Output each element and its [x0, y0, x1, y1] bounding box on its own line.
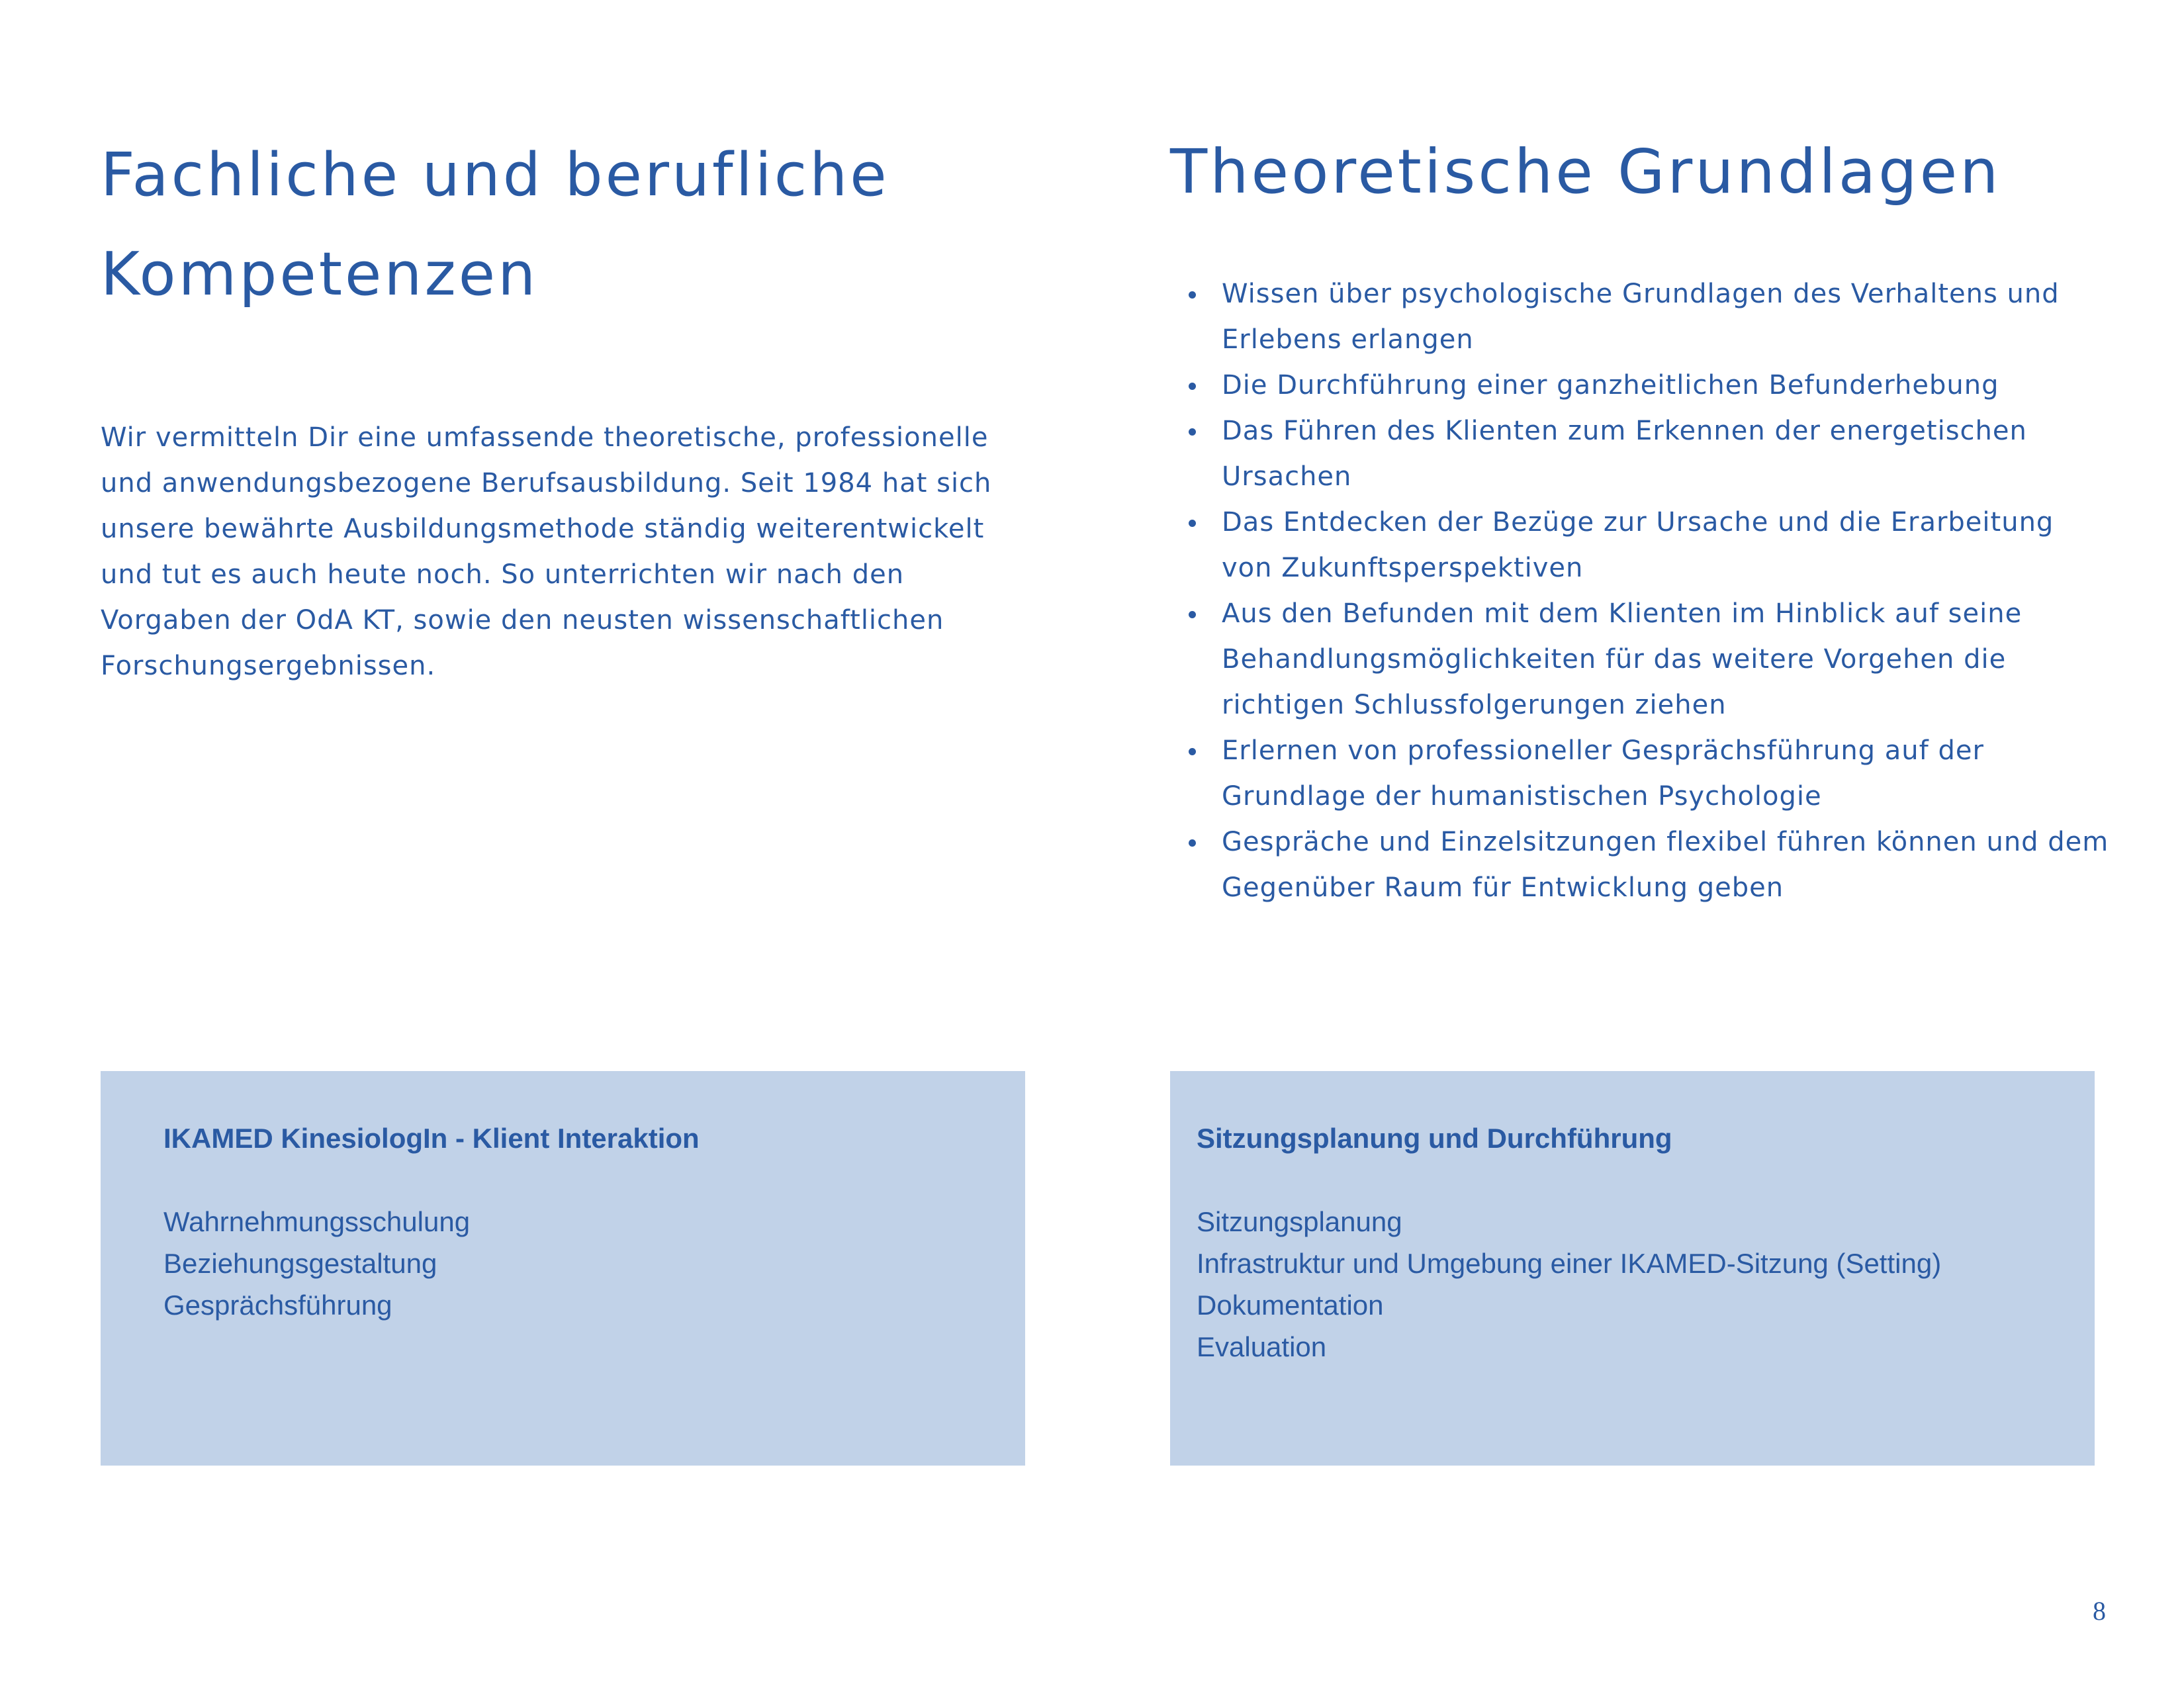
info-box-interaktion	[101, 1071, 1025, 1466]
bullet-item	[1170, 728, 2110, 820]
info-box-item: Wahrnehmungsschulung	[163, 1206, 471, 1237]
info-box-item: Beziehungsgestaltung	[163, 1248, 437, 1279]
bullet-item	[1170, 591, 2110, 728]
info-box-sitzungsplanung	[1170, 1071, 2095, 1466]
info-box-item: Evaluation	[1197, 1331, 1327, 1362]
page-number: 8	[2093, 1596, 2106, 1626]
section-heading-grundlagen: Theoretische Grundlagen	[1170, 136, 2001, 207]
grundlagen-bullet-list	[1170, 271, 2110, 911]
intro-paragraph: Wir vermitteln Dir eine umfassende theoretische, professionelle und anwendungsbezogene Berufsausbildung. Seit 1984 hat sich unsere bewährte Ausbildungsmethode ständig weiterentwickelt und tut es auch heute noch. So unterrichten wir nach den Vorgaben der OdA KT, sowie den neusten wissenschaftlichen Forschungsergebnissen.	[101, 422, 992, 681]
bullet-icon	[1189, 520, 1196, 527]
bullet-item	[1170, 408, 2110, 500]
bullet-item	[1170, 363, 2110, 408]
bullet-text: Das Führen des Klienten zum Erkennen der energetischen Ursachen	[1222, 416, 2027, 492]
bullet-icon	[1189, 748, 1196, 755]
bullet-text: Gespräche und Einzelsitzungen flexibel führen können und dem Gegenüber Raum für Entwicklung geben	[1222, 827, 2109, 903]
bullet-text: Die Durchführung einer ganzheitlichen Befunderhebung	[1222, 370, 1999, 400]
info-box-item: Sitzungsplanung	[1197, 1206, 1402, 1237]
info-box-title: Sitzungsplanung und Durchführung	[1197, 1123, 1672, 1154]
info-box-item: Infrastruktur und Umgebung einer IKAMED-Sitzung (Setting)	[1197, 1248, 1942, 1279]
bullet-text: Aus den Befunden mit dem Klienten im Hinblick auf seine Behandlungsmöglichkeiten für das weitere Vorgehen die richtigen Schlussfolgerungen ziehen	[1222, 598, 2023, 720]
bullet-text: Wissen über psychologische Grundlagen des Verhaltens und Erlebens erlangen	[1222, 279, 2060, 355]
info-box-item: Gesprächsführung	[163, 1289, 392, 1321]
bullet-item	[1170, 500, 2110, 591]
bullet-icon	[1189, 839, 1196, 847]
bullet-text: Erlernen von professioneller Gesprächsführung auf der Grundlage der humanistischen Psychologie	[1222, 735, 1984, 812]
bullet-icon	[1189, 383, 1196, 390]
bullet-icon	[1189, 611, 1196, 618]
bullet-text: Das Entdecken der Bezüge zur Ursache und die Erarbeitung von Zukunftsperspektiven	[1222, 507, 2054, 583]
info-box-list	[1197, 1201, 2095, 1368]
bullet-item	[1170, 820, 2110, 911]
bullet-icon	[1189, 428, 1196, 436]
info-box-title: IKAMED KinesiologIn - Klient Interaktion	[163, 1123, 700, 1154]
bullet-icon	[1189, 291, 1196, 299]
info-box-item: Dokumentation	[1197, 1289, 1384, 1321]
info-box-list	[163, 1201, 1025, 1326]
bullet-item	[1170, 271, 2110, 363]
section-heading-kompetenzen: Fachliche und berufliche Kompetenzen	[101, 140, 889, 309]
